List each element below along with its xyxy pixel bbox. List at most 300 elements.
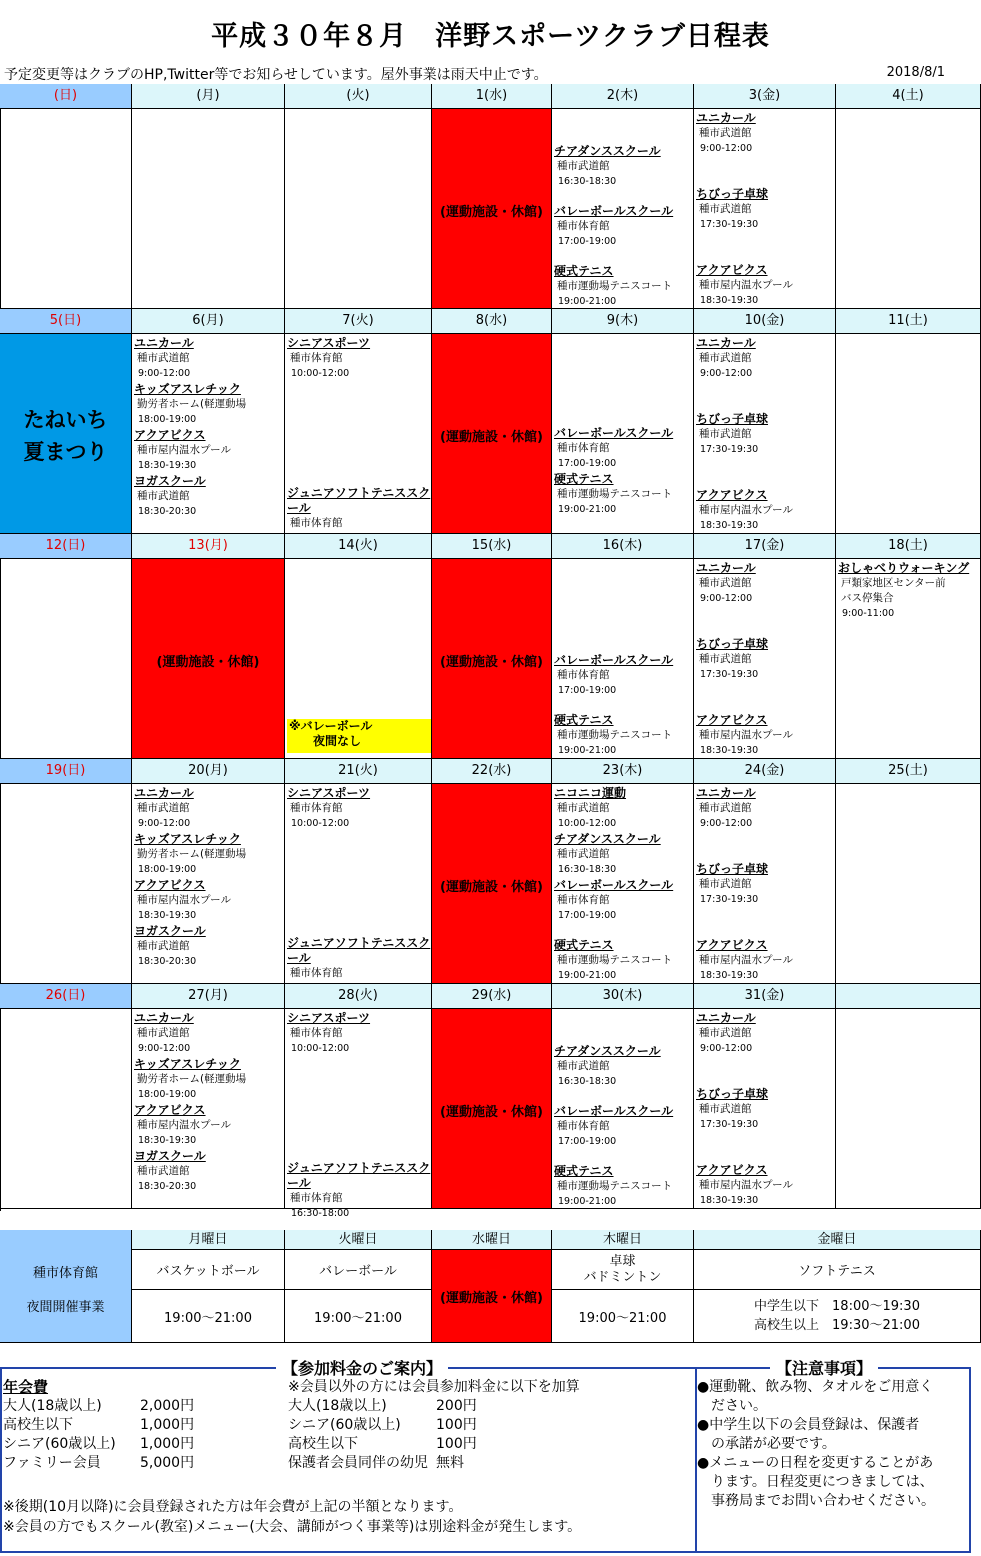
event-item — [696, 336, 835, 381]
event-place: 種市屋内温水プール — [137, 444, 231, 456]
event-item — [554, 264, 693, 309]
event-place: 種市運動場テニスコート — [557, 729, 673, 741]
closed-label: (運動施設・休館) — [440, 655, 543, 670]
event-item — [554, 653, 693, 698]
event-name: シニアスポーツ — [287, 1011, 371, 1025]
event-name: バレーボールスクール — [554, 426, 674, 440]
night-sport-line: バドミントン — [583, 1269, 662, 1285]
event-name: ジュニアソフトテニススクール — [287, 1161, 431, 1190]
notice-text: 予定変更等はクラブのHP,Twitter等でお知らせしています。屋外事業は雨天中止です。 — [4, 67, 548, 83]
event-place: 種市屋内温水プール — [137, 1119, 231, 1131]
event-place: 種市運動場テニスコート — [557, 488, 673, 500]
event-item — [554, 786, 693, 831]
event-time: 19:00-21:00 — [558, 296, 617, 307]
event-time: 10:00-12:00 — [291, 818, 350, 829]
event-time: 10:00-12:00 — [558, 818, 617, 829]
caution-line: の承諾が必要です。 — [697, 1436, 836, 1452]
day-header: 31(金) — [694, 984, 836, 1009]
event-item — [134, 878, 284, 923]
event-time: 17:00-19:00 — [558, 685, 617, 696]
event-name: おしゃべりウォーキング — [838, 561, 970, 575]
event-time: 9:00-12:00 — [700, 143, 753, 154]
fee-label: 保護者会員同伴の幼児 — [288, 1455, 428, 1471]
event-item — [554, 832, 693, 877]
day-cell — [552, 109, 694, 309]
event-place: 種市体育館 — [290, 517, 343, 529]
day-header: 28(火) — [285, 984, 432, 1009]
day-cell — [0, 559, 132, 759]
event-place: 種市体育館 — [290, 1027, 343, 1039]
event-name: キッズアスレチック — [134, 1057, 241, 1071]
footer — [0, 1352, 981, 1556]
day-cell — [132, 1009, 285, 1209]
event-item — [134, 1011, 284, 1056]
annual-fee-title: 年会費 — [3, 1378, 49, 1396]
event-time: 10:00-12:00 — [291, 368, 350, 379]
caution-line: ●メニューの日程を変更することがあ — [697, 1455, 934, 1471]
day-cell — [552, 784, 694, 984]
event-time: 18:30-19:30 — [138, 910, 197, 921]
event-place: 種市武道館 — [557, 848, 610, 860]
night-day-header: 火曜日 — [285, 1230, 432, 1250]
day-header: (火) — [285, 84, 432, 109]
event-item — [287, 1161, 431, 1221]
event-place: 種市体育館 — [557, 894, 610, 906]
event-item — [134, 382, 284, 427]
day-header: 30(木) — [552, 984, 694, 1009]
closed-label: (運動施設・休館) — [440, 1105, 543, 1120]
event-time: 18:30-20:30 — [138, 506, 197, 517]
day-header: 8(水) — [432, 309, 552, 334]
caution-heading: 【注意事項】 — [770, 1356, 878, 1379]
event-name: チアダンススクール — [554, 144, 661, 158]
event-time: 17:30-19:30 — [700, 669, 759, 680]
day-header: 3(金) — [694, 84, 836, 109]
event-name: ヨガスクール — [134, 924, 206, 938]
page-title: 平成３０年８月 洋野スポーツクラブ日程表 — [211, 21, 770, 52]
event-name: バレーボールスクール — [554, 653, 674, 667]
day-header: 29(水) — [432, 984, 552, 1009]
day-cell — [694, 109, 836, 309]
day-header: 11(土) — [836, 309, 981, 334]
fee-value: 5,000円 — [140, 1455, 195, 1471]
event-time: 17:30-19:30 — [700, 219, 759, 230]
closed-label: (運動施設・休館) — [440, 430, 543, 445]
day-header: 16(木) — [552, 534, 694, 559]
event-place: 種市武道館 — [557, 160, 610, 172]
day-header: 24(金) — [694, 759, 836, 784]
day-cell — [552, 334, 694, 534]
event-name: ニコニコ運動 — [554, 786, 627, 800]
event-time: 18:30-19:30 — [138, 460, 197, 471]
event-item — [696, 187, 835, 232]
event-item — [134, 1149, 284, 1194]
event-name: ちびっ子卓球 — [696, 1087, 769, 1101]
event-time: 16:30-18:30 — [558, 176, 617, 187]
day-cell — [552, 1009, 694, 1209]
issue-date: 2018/8/1 — [886, 65, 945, 80]
event-item — [134, 1103, 284, 1148]
fee-label: 大人(18歳以上) — [288, 1398, 387, 1414]
festival-cell — [0, 334, 132, 534]
day-header: 21(火) — [285, 759, 432, 784]
day-cell — [552, 559, 694, 759]
event-name: アクアビクス — [696, 488, 768, 502]
day-cell — [285, 784, 432, 984]
event-time: 18:30-20:30 — [138, 956, 197, 967]
caution-line: ●中学生以下の会員登録は、保護者 — [697, 1417, 920, 1433]
event-item — [134, 474, 284, 519]
event-place: 種市屋内温水プール — [699, 279, 793, 291]
event-item — [696, 1163, 835, 1208]
event-time: 16:30-18:30 — [558, 1076, 617, 1087]
event-item — [134, 428, 284, 473]
event-item — [554, 713, 693, 758]
night-day-header: 水曜日 — [432, 1230, 552, 1250]
event-name: シニアスポーツ — [287, 786, 371, 800]
event-item — [554, 1104, 693, 1149]
event-time: 17:00-19:00 — [558, 1136, 617, 1147]
event-item — [696, 1087, 835, 1132]
day-header: 25(土) — [836, 759, 981, 784]
day-header: (月) — [132, 84, 285, 109]
fee-value: 100円 — [436, 1436, 477, 1452]
night-label — [0, 1230, 132, 1343]
fee-note: ※後期(10月以降)に会員登録された方は年会費が上記の半額となります。 — [3, 1499, 463, 1515]
night-sport: バスケットボール — [132, 1250, 285, 1290]
event-place: 種市体育館 — [290, 352, 343, 364]
event-name: アクアビクス — [134, 878, 206, 892]
day-cell — [836, 334, 981, 534]
event-time: 18:00-19:00 — [138, 414, 197, 425]
day-cell — [836, 559, 981, 759]
event-time: 18:30-19:30 — [700, 520, 759, 531]
event-name: アクアビクス — [696, 1163, 768, 1177]
day-cell — [0, 1009, 132, 1209]
event-place: 種市武道館 — [557, 802, 610, 814]
night-label-line: 種市体育館 — [32, 1266, 98, 1281]
event-time: 19:00-21:00 — [558, 504, 617, 515]
event-place: 種市屋内温水プール — [699, 1179, 793, 1191]
fee-note: ※会員の方でもスクール(教室)メニュー(大会、講師がつく事業等)は別途料金が発生します。 — [3, 1519, 582, 1535]
night-day-header: 木曜日 — [552, 1230, 694, 1250]
event-place: 種市屋内温水プール — [137, 894, 231, 906]
day-header: 4(土) — [836, 84, 981, 109]
day-cell — [694, 784, 836, 984]
event-time: 18:30-19:30 — [700, 970, 759, 981]
event-time: 17:30-19:30 — [700, 444, 759, 455]
event-time: 9:00-12:00 — [138, 818, 191, 829]
night-label-line: 夜間開催事業 — [26, 1300, 105, 1315]
fee-label: 大人(18歳以上) — [3, 1398, 102, 1414]
event-place: 種市武道館 — [699, 428, 752, 440]
event-place: バス停集合 — [841, 592, 894, 604]
day-header: 14(火) — [285, 534, 432, 559]
night-sport: バレーボール — [285, 1250, 432, 1290]
day-cell — [132, 109, 285, 309]
event-name: アクアビクス — [696, 713, 768, 727]
event-place: 種市武道館 — [137, 1027, 190, 1039]
day-cell — [0, 784, 132, 984]
event-place: 種市武道館 — [699, 1027, 752, 1039]
event-place: 種市運動場テニスコート — [557, 1180, 673, 1192]
event-name: ジュニアソフトテニススクール — [287, 486, 431, 515]
event-place: 種市運動場テニスコート — [557, 954, 673, 966]
event-name: 硬式テニス — [554, 1164, 614, 1178]
day-header: 9(木) — [552, 309, 694, 334]
day-header: 5(日) — [0, 309, 132, 334]
night-sport-line: 卓球 — [609, 1253, 636, 1269]
night-time-line: 高校生以上 19:30～21:00 — [754, 1318, 920, 1333]
event-place: 種市武道館 — [699, 878, 752, 890]
event-name: キッズアスレチック — [134, 832, 241, 846]
event-place: 種市武道館 — [137, 1165, 190, 1177]
day-cell — [285, 109, 432, 309]
event-name: ジュニアソフトテニススクール — [287, 936, 431, 965]
event-item — [696, 938, 835, 983]
day-header: 26(日) — [0, 984, 132, 1009]
fee-value: 1,000円 — [140, 1417, 195, 1433]
event-time: 18:30-19:30 — [138, 1135, 197, 1146]
event-name: アクアビクス — [696, 938, 768, 952]
event-name: ちびっ子卓球 — [696, 412, 769, 426]
day-header: 27(月) — [132, 984, 285, 1009]
event-name: ユニカール — [696, 561, 756, 575]
event-name: ヨガスクール — [134, 1149, 206, 1163]
night-schedule — [0, 1230, 981, 1343]
fee-label: ファミリー会員 — [3, 1455, 101, 1471]
volley-note-line: ※バレーボール — [289, 719, 373, 733]
event-place: 種市屋内温水プール — [699, 954, 793, 966]
event-name: シニアスポーツ — [287, 336, 371, 350]
event-item — [134, 924, 284, 969]
event-name: チアダンススクール — [554, 1044, 661, 1058]
event-name: ユニカール — [696, 786, 756, 800]
event-place: 戸類家地区センター前 — [841, 577, 946, 589]
event-time: 17:30-19:30 — [700, 894, 759, 905]
event-place: 種市武道館 — [557, 1060, 610, 1072]
fee-label: 高校生以下 — [288, 1436, 358, 1452]
day-cell — [836, 1009, 981, 1209]
fees-heading: 【参加料金のご案内】 — [276, 1356, 448, 1379]
day-header: 18(土) — [836, 534, 981, 559]
volley-note — [287, 719, 431, 753]
event-time: 18:00-19:00 — [138, 864, 197, 875]
event-item — [554, 1164, 693, 1209]
caution-line: ●運動靴、飲み物、タオルをご用意く — [697, 1379, 934, 1395]
event-item — [554, 472, 693, 517]
event-item — [134, 786, 284, 831]
fee-label: シニア(60歳以上) — [288, 1417, 401, 1433]
event-time: 9:00-12:00 — [138, 368, 191, 379]
event-item — [696, 412, 835, 457]
event-name: ちびっ子卓球 — [696, 637, 769, 651]
day-header: 20(月) — [132, 759, 285, 784]
fee-value: 200円 — [436, 1398, 477, 1414]
event-name: ユニカール — [134, 786, 194, 800]
calendar-grid — [0, 84, 981, 1219]
event-item — [696, 488, 835, 533]
event-name: 硬式テニス — [554, 713, 614, 727]
event-time: 17:00-19:00 — [558, 458, 617, 469]
event-name: ヨガスクール — [134, 474, 206, 488]
event-time: 10:00-12:00 — [291, 1043, 350, 1054]
event-place: 種市体育館 — [290, 802, 343, 814]
event-item — [554, 426, 693, 471]
day-header: 10(金) — [694, 309, 836, 334]
day-header: (日) — [0, 84, 132, 109]
closed-label: (運動施設・休館) — [156, 655, 260, 670]
closed-label: (運動施設・休館) — [440, 205, 543, 220]
event-name: アクアビクス — [134, 1103, 206, 1117]
event-item — [696, 862, 835, 907]
event-name: チアダンススクール — [554, 832, 661, 846]
day-cell — [836, 784, 981, 984]
day-header: 1(水) — [432, 84, 552, 109]
night-day-header: 月曜日 — [132, 1230, 285, 1250]
event-time: 18:30-19:30 — [700, 295, 759, 306]
fee-label: シニア(60歳以上) — [3, 1436, 116, 1452]
event-name: ユニカール — [134, 336, 194, 350]
event-name: アクアビクス — [696, 263, 768, 277]
event-name: キッズアスレチック — [134, 382, 241, 396]
event-item — [696, 637, 835, 682]
night-time-line: 中学生以下 18:00～19:30 — [754, 1299, 920, 1314]
event-time: 17:30-19:30 — [700, 1119, 759, 1130]
event-place: 種市屋内温水プール — [699, 729, 793, 741]
night-sport — [552, 1250, 694, 1290]
closed-label: (運動施設・休館) — [440, 880, 543, 895]
event-place: 種市体育館 — [290, 1192, 343, 1204]
closed-day-cell — [432, 784, 552, 984]
caution-line: 事務局までお問い合わせください。 — [697, 1493, 935, 1509]
event-item — [134, 1057, 284, 1102]
day-cell — [132, 334, 285, 534]
day-cell — [694, 559, 836, 759]
event-name: バレーボールスクール — [554, 1104, 674, 1118]
event-time: 19:00-21:00 — [558, 1196, 617, 1207]
non-member-note: ※会員以外の方には会員参加料金に以下を加算 — [288, 1379, 580, 1395]
night-sport: ソフトテニス — [694, 1250, 981, 1290]
event-time: 19:00-21:00 — [558, 745, 617, 756]
day-header — [836, 984, 981, 1009]
fee-value: 1,000円 — [140, 1436, 195, 1452]
event-name: バレーボールスクール — [554, 204, 674, 218]
day-cell — [285, 559, 432, 759]
event-place: 種市屋内温水プール — [699, 504, 793, 516]
night-time — [694, 1290, 981, 1343]
closed-day-cell — [132, 559, 285, 759]
event-time: 18:30-19:30 — [700, 745, 759, 756]
day-cell — [0, 109, 132, 309]
event-item — [287, 1011, 431, 1056]
closed-day-cell — [432, 1009, 552, 1209]
event-name: ちびっ子卓球 — [696, 862, 769, 876]
night-closed: (運動施設・休館) — [432, 1250, 552, 1343]
event-place: 種市武道館 — [699, 802, 752, 814]
event-place: 勤労者ホーム(軽運動場 — [137, 848, 247, 860]
day-cell — [694, 1009, 836, 1209]
event-time: 19:00-21:00 — [558, 970, 617, 981]
fee-value: 無料 — [436, 1455, 464, 1471]
event-item — [287, 786, 431, 831]
day-cell — [285, 1009, 432, 1219]
event-place: 種市体育館 — [557, 669, 610, 681]
event-item — [696, 1011, 835, 1056]
event-time: 17:00-19:00 — [558, 236, 617, 247]
night-day-header: 金曜日 — [694, 1230, 981, 1250]
closed-day-cell — [432, 559, 552, 759]
event-time: 17:00-19:00 — [558, 910, 617, 921]
day-cell — [694, 334, 836, 534]
event-name: ユニカール — [696, 111, 756, 125]
event-name: 硬式テニス — [554, 264, 614, 278]
event-time: 18:30-19:30 — [700, 1195, 759, 1206]
event-name: ユニカール — [696, 1011, 756, 1025]
event-item — [696, 713, 835, 758]
event-name: バレーボールスクール — [554, 878, 674, 892]
event-item — [696, 786, 835, 831]
day-header: 15(水) — [432, 534, 552, 559]
event-time: 9:00-12:00 — [700, 1043, 753, 1054]
event-time: 9:00-12:00 — [138, 1043, 191, 1054]
fee-label: 高校生以下 — [3, 1417, 73, 1433]
festival-title: 夏まつり — [23, 440, 108, 464]
event-place: 種市体育館 — [290, 967, 343, 979]
event-name: 硬式テニス — [554, 472, 614, 486]
event-place: 種市武道館 — [699, 577, 752, 589]
closed-day-cell — [432, 334, 552, 534]
day-header: 7(火) — [285, 309, 432, 334]
night-time: 19:00～21:00 — [132, 1290, 285, 1343]
day-header: 13(月) — [132, 534, 285, 559]
event-place: 種市武道館 — [699, 1103, 752, 1115]
caution-line: ださい。 — [697, 1398, 767, 1414]
event-item — [134, 832, 284, 877]
day-cell — [836, 109, 981, 309]
event-name: ユニカール — [696, 336, 756, 350]
night-time: 19:00～21:00 — [552, 1290, 694, 1343]
day-header: 22(水) — [432, 759, 552, 784]
event-time: 9:00-12:00 — [700, 818, 753, 829]
event-time: 18:00-19:00 — [138, 1089, 197, 1100]
event-place: 種市体育館 — [557, 1120, 610, 1132]
event-name: 硬式テニス — [554, 938, 614, 952]
event-item — [554, 938, 693, 983]
event-place: 勤労者ホーム(軽運動場 — [137, 1073, 247, 1085]
event-place: 種市武道館 — [137, 490, 190, 502]
day-header: 17(金) — [694, 534, 836, 559]
event-item — [696, 111, 835, 156]
event-time: 9:00-12:00 — [700, 593, 753, 604]
day-header: 19(日) — [0, 759, 132, 784]
day-header: 6(月) — [132, 309, 285, 334]
event-item — [696, 561, 835, 606]
volley-note-line: 夜間なし — [313, 734, 362, 748]
event-name: ユニカール — [134, 1011, 194, 1025]
day-header: 2(木) — [552, 84, 694, 109]
event-item — [287, 336, 431, 381]
night-time: 19:00～21:00 — [285, 1290, 432, 1343]
event-place: 種市武道館 — [137, 802, 190, 814]
event-item — [554, 1044, 693, 1089]
event-item — [838, 561, 980, 621]
fee-value: 2,000円 — [140, 1398, 195, 1414]
event-item — [554, 204, 693, 249]
event-time: 18:30-20:30 — [138, 1181, 197, 1192]
event-time: 9:00-11:00 — [842, 608, 895, 619]
day-header: 12(日) — [0, 534, 132, 559]
